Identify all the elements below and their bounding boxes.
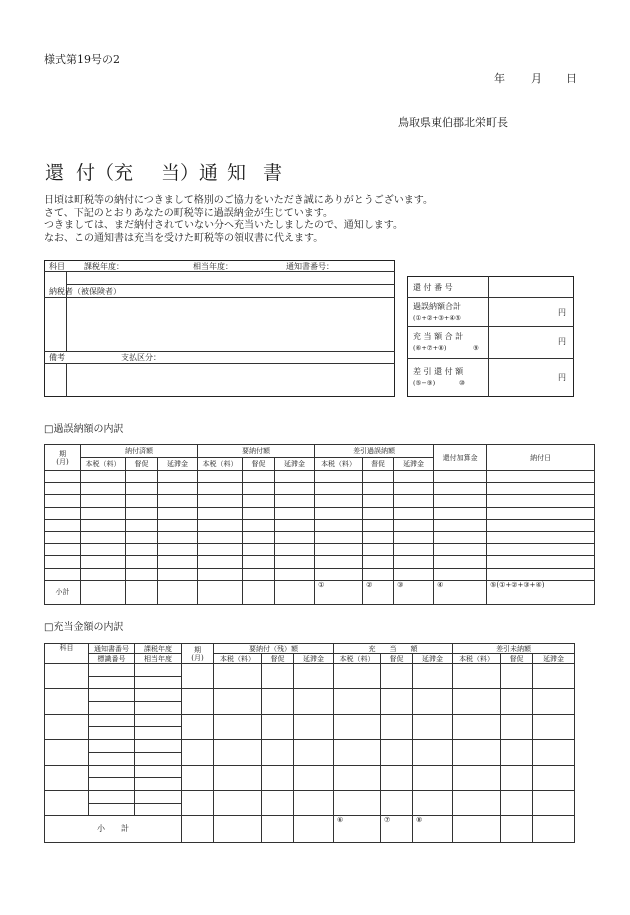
table-cell (243, 568, 275, 580)
table-cell (487, 568, 595, 580)
entaikin-header: 延滞金 (413, 654, 453, 664)
table-cell (394, 568, 434, 580)
date-year-label: 年 (494, 72, 505, 85)
table-cell (363, 568, 394, 580)
table-cell (126, 531, 158, 543)
soto-nendo-label: 相当年度： (193, 262, 233, 271)
table-cell (89, 740, 135, 753)
table-cell (487, 495, 595, 507)
table-cell (45, 483, 81, 495)
table-cell (243, 495, 275, 507)
title-char-1: 還 (45, 162, 65, 184)
soto-header: 相当年度 (135, 654, 182, 664)
table-cell (45, 689, 89, 714)
table-cell (243, 471, 275, 483)
table-cell (275, 495, 315, 507)
table-cell (275, 531, 315, 543)
table-cell (381, 689, 413, 714)
table-row (45, 790, 575, 803)
table-row (45, 519, 595, 531)
table-row (45, 507, 595, 519)
table-cell (394, 483, 434, 495)
table-cell (533, 765, 575, 790)
table-cell (413, 664, 453, 689)
table-cell (81, 495, 126, 507)
table-cell (135, 803, 182, 816)
tokusoku-header: 督促 (126, 458, 158, 471)
sashihiki-mino-header: 差引未納額 (453, 644, 575, 654)
table-cell (158, 483, 198, 495)
intro-line: 日頃は町税等の納付につきまして格別のご協力をいただき誠にありがとうございます。 (44, 195, 433, 206)
ki-header: 期 (月) (182, 644, 214, 664)
table-cell (126, 507, 158, 519)
table-cell (89, 664, 135, 677)
tokusoku-header: 督促 (381, 654, 413, 664)
nofuzumi-header: 納付済額 (81, 445, 198, 458)
kazei-header: 課税年度 (135, 644, 182, 654)
sashihiki-label: 差 引 還 付 額 (413, 367, 464, 376)
marker-5: ⑤(①+②+③+④) (487, 580, 595, 604)
kago-total-label: 過誤納額合計 (413, 302, 461, 311)
overpayment-table (44, 444, 595, 605)
table-cell (413, 689, 453, 714)
intro-line: さて、下記のとおりあなたの町税等に過誤納金が生じています。 (44, 207, 333, 219)
table-cell (45, 531, 81, 543)
table-cell (434, 556, 487, 568)
table-cell (89, 765, 135, 778)
table-cell (315, 495, 363, 507)
table-cell (487, 519, 595, 531)
table-cell (214, 689, 262, 714)
table-cell (45, 471, 81, 483)
table-cell (501, 714, 533, 739)
table-cell (243, 556, 275, 568)
table-cell (262, 765, 294, 790)
table-cell (158, 544, 198, 556)
table-cell (453, 664, 501, 689)
table-cell (294, 765, 334, 790)
table-cell (363, 471, 394, 483)
honzei-header: 本税（料） (315, 458, 363, 471)
table-cell (363, 556, 394, 568)
entaikin-header: 延滞金 (394, 458, 434, 471)
table-cell (294, 740, 334, 765)
tsuchisho-bango-label: 通知書番号： (286, 262, 334, 271)
table-cell (413, 714, 453, 739)
table-cell (453, 714, 501, 739)
kazei-nendo-label: 課税年度： (84, 262, 124, 271)
table-cell (334, 765, 381, 790)
table-cell (198, 483, 243, 495)
tokusoku-header: 督促 (243, 458, 275, 471)
table-cell (434, 544, 487, 556)
sashihiki-kago-header: 差引過誤納額 (315, 445, 434, 458)
table-cell (294, 714, 334, 739)
issuer-name: 鳥取県東伯郡北栄町長 (398, 116, 508, 129)
honzei-header: 本税（料） (81, 458, 126, 471)
table-cell (198, 495, 243, 507)
table-cell (243, 483, 275, 495)
table-cell (45, 714, 89, 739)
shikibetsu-header: 標識番号 (89, 654, 135, 664)
table-cell (89, 752, 135, 765)
appropriation-table (44, 643, 575, 843)
intro-line: なお、この通知書は充当を受けた町税等の領収書に代えます。 (44, 232, 324, 244)
table-row (45, 495, 595, 507)
intro-line: つきましては、まだ納付されていない分へ充当いたしましたので、通知します。 (44, 220, 403, 231)
table-cell (434, 483, 487, 495)
table-cell (45, 556, 81, 568)
table-cell (533, 689, 575, 714)
yen-unit: 円 (558, 373, 566, 382)
table-cell (182, 740, 214, 765)
yen-unit: 円 (558, 337, 566, 346)
sashihiki-formula-num: ⑩ (459, 379, 465, 387)
table-cell (501, 689, 533, 714)
table-row (45, 471, 595, 483)
table-cell (501, 664, 533, 689)
table-cell (89, 790, 135, 803)
table-cell (434, 519, 487, 531)
table-cell (363, 507, 394, 519)
table-cell (214, 765, 262, 790)
table-cell (89, 778, 135, 791)
table-row (45, 714, 575, 727)
table-cell (363, 544, 394, 556)
table-cell (275, 483, 315, 495)
marker-6: ⑥ (334, 816, 381, 843)
table-row (45, 544, 595, 556)
marker-8: ⑧ (413, 816, 453, 843)
table-cell (394, 471, 434, 483)
nozeisha-label: 納税者（被保険者） (49, 287, 121, 296)
table-cell (275, 544, 315, 556)
table-cell (158, 556, 198, 568)
table-cell (434, 495, 487, 507)
table-cell (126, 471, 158, 483)
table-cell (315, 507, 363, 519)
marker-2: ② (363, 580, 394, 604)
table-cell (487, 544, 595, 556)
table-cell (315, 519, 363, 531)
honzei-header: 本税（料） (453, 654, 501, 664)
table-cell (315, 471, 363, 483)
table-row (45, 531, 595, 543)
table-row (45, 740, 575, 753)
biko-label: 備考 (49, 353, 65, 362)
nofubi-header: 納付日 (487, 445, 595, 471)
table-cell (262, 689, 294, 714)
table-cell (135, 740, 182, 753)
table-cell (198, 556, 243, 568)
table-cell (487, 507, 595, 519)
table-cell (45, 495, 81, 507)
intro-paragraph (44, 195, 433, 245)
table-cell (315, 568, 363, 580)
table-cell (45, 790, 89, 815)
table-cell (158, 495, 198, 507)
table-cell (363, 495, 394, 507)
table-cell (262, 714, 294, 739)
table-cell (334, 714, 381, 739)
table-cell (262, 664, 294, 689)
table-cell (126, 544, 158, 556)
table-cell (394, 556, 434, 568)
table-cell (243, 544, 275, 556)
table-cell (198, 519, 243, 531)
table-cell (135, 689, 182, 702)
table-cell (334, 790, 381, 815)
table-cell (182, 714, 214, 739)
table-cell (533, 740, 575, 765)
marker-4: ④ (434, 580, 487, 604)
table-cell (487, 531, 595, 543)
table-row (45, 556, 595, 568)
table-cell (363, 483, 394, 495)
table-cell (501, 765, 533, 790)
table-cell (45, 765, 89, 790)
table-cell (214, 790, 262, 815)
table-cell (158, 531, 198, 543)
table-cell (394, 519, 434, 531)
table-cell (394, 531, 434, 543)
table-cell (198, 531, 243, 543)
kamoku-label: 科目 (49, 262, 65, 271)
entaikin-header: 延滞金 (294, 654, 334, 664)
table-cell (315, 556, 363, 568)
juto-formula: (⑥+⑦+⑧) (413, 344, 447, 352)
table-cell (214, 664, 262, 689)
table-cell (381, 790, 413, 815)
table-cell (158, 471, 198, 483)
table-cell (81, 556, 126, 568)
date-day-label: 日 (566, 72, 577, 85)
table-cell (413, 740, 453, 765)
table-cell (158, 507, 198, 519)
table-cell (381, 765, 413, 790)
table-cell (89, 702, 135, 715)
yonofu-zan-header: 要納付（残）額 (214, 644, 334, 654)
table-cell (434, 531, 487, 543)
table-cell (243, 519, 275, 531)
table-cell (135, 714, 182, 727)
table-cell (198, 471, 243, 483)
table-cell (453, 689, 501, 714)
tsuchisho-header: 通知書番号 (89, 644, 135, 654)
table-cell (45, 507, 81, 519)
table-cell (45, 740, 89, 765)
table-cell (198, 544, 243, 556)
table-cell (45, 519, 81, 531)
table-cell (533, 714, 575, 739)
table-cell (135, 702, 182, 715)
table-cell (135, 790, 182, 803)
table-cell (198, 507, 243, 519)
title-char-2: 付（充 (76, 162, 134, 184)
table-cell (45, 664, 89, 689)
shokei-label: 小 計 (45, 816, 182, 843)
table-row (45, 568, 595, 580)
entaikin-header: 延滞金 (158, 458, 198, 471)
yen-unit: 円 (558, 308, 566, 317)
table-cell (81, 471, 126, 483)
honzei-header: 本税（料） (214, 654, 262, 664)
entaikin-header: 延滞金 (533, 654, 575, 664)
table-cell (381, 664, 413, 689)
table-cell (81, 531, 126, 543)
table-cell (453, 790, 501, 815)
table-cell (135, 765, 182, 778)
table-cell (135, 778, 182, 791)
kamoku-header: 科目 (45, 644, 89, 664)
table-cell (453, 765, 501, 790)
table-cell (315, 483, 363, 495)
table-cell (394, 495, 434, 507)
table-row (45, 689, 575, 702)
table-cell (243, 507, 275, 519)
table-cell (214, 714, 262, 739)
table-cell (89, 676, 135, 689)
table-cell (487, 483, 595, 495)
table-cell (126, 483, 158, 495)
table-cell (394, 544, 434, 556)
table-cell (334, 740, 381, 765)
table-cell (294, 790, 334, 815)
table-cell (158, 519, 198, 531)
table-cell (182, 765, 214, 790)
table-cell (182, 790, 214, 815)
table-cell (334, 664, 381, 689)
title-char-4: 知 (227, 162, 247, 184)
title-char-3: 当）通 (161, 162, 219, 184)
table-cell (135, 727, 182, 740)
table-cell (262, 790, 294, 815)
table-cell (275, 568, 315, 580)
table-cell (453, 740, 501, 765)
table-row (45, 664, 575, 677)
table-cell (487, 471, 595, 483)
honzei-header: 本税（料） (334, 654, 381, 664)
table-cell (45, 544, 81, 556)
table-cell (126, 495, 158, 507)
section-title-overpayment: □過誤納額の内訳 (44, 424, 124, 435)
table-cell (89, 803, 135, 816)
table-cell (334, 689, 381, 714)
table-cell (381, 714, 413, 739)
tokusoku-header: 督促 (501, 654, 533, 664)
table-cell (182, 664, 214, 689)
table-cell (158, 568, 198, 580)
table-cell (198, 568, 243, 580)
date-month-label: 月 (531, 72, 542, 85)
table-cell (434, 568, 487, 580)
kasangaku-header: 還付加算金 (434, 445, 487, 471)
yonofu-header: 要納付額 (198, 445, 315, 458)
ki-header: 期 (月) (45, 445, 81, 471)
table-cell (262, 740, 294, 765)
table-cell (275, 507, 315, 519)
table-cell (81, 483, 126, 495)
table-cell (81, 568, 126, 580)
table-cell (501, 740, 533, 765)
table-cell (315, 544, 363, 556)
table-cell (89, 714, 135, 727)
shiharai-kubun-label: 支払区分： (121, 353, 161, 362)
table-cell (126, 519, 158, 531)
table-cell (315, 531, 363, 543)
table-cell (413, 790, 453, 815)
table-cell (294, 664, 334, 689)
table-cell (81, 507, 126, 519)
form-number: 様式第19号の2 (44, 53, 120, 66)
table-cell (533, 790, 575, 815)
table-cell (434, 507, 487, 519)
juto-total-label: 充 当 額 合 計 (413, 332, 464, 341)
table-cell (81, 519, 126, 531)
table-cell (45, 568, 81, 580)
table-cell (81, 544, 126, 556)
table-cell (243, 531, 275, 543)
honzei-header: 本税（料） (198, 458, 243, 471)
shokei-label: 小計 (45, 580, 81, 604)
table-cell (135, 752, 182, 765)
table-cell (275, 471, 315, 483)
table-cell (487, 556, 595, 568)
refund-number-label: 還 付 番 号 (413, 283, 453, 292)
juto-header: 充 当 額 (334, 644, 453, 654)
entaikin-header: 延滞金 (275, 458, 315, 471)
table-cell (135, 676, 182, 689)
kago-formula: (①+②+③+④⑤ (413, 314, 462, 322)
table-cell (533, 664, 575, 689)
table-row (45, 483, 595, 495)
marker-1: ① (315, 580, 363, 604)
table-cell (294, 689, 334, 714)
table-cell (501, 790, 533, 815)
table-cell (214, 740, 262, 765)
table-cell (126, 568, 158, 580)
table-cell (89, 727, 135, 740)
marker-3: ③ (394, 580, 434, 604)
juto-formula-num: ⑨ (473, 344, 479, 352)
title-char-5: 書 (263, 162, 283, 184)
marker-7: ⑦ (381, 816, 413, 843)
table-cell (182, 689, 214, 714)
table-cell (434, 471, 487, 483)
section-title-appropriation: □充当金額の内訳 (44, 622, 124, 633)
tokusoku-header: 督促 (363, 458, 394, 471)
table-cell (275, 519, 315, 531)
table-cell (413, 765, 453, 790)
table-row (45, 765, 575, 778)
table-cell (381, 740, 413, 765)
table-cell (394, 507, 434, 519)
table-cell (275, 556, 315, 568)
table-cell (135, 664, 182, 677)
table-cell (363, 519, 394, 531)
tokusoku-header: 督促 (262, 654, 294, 664)
table-cell (363, 531, 394, 543)
sashihiki-formula: (⑤−⑨) (413, 379, 436, 387)
table-cell (89, 689, 135, 702)
table-cell (126, 556, 158, 568)
